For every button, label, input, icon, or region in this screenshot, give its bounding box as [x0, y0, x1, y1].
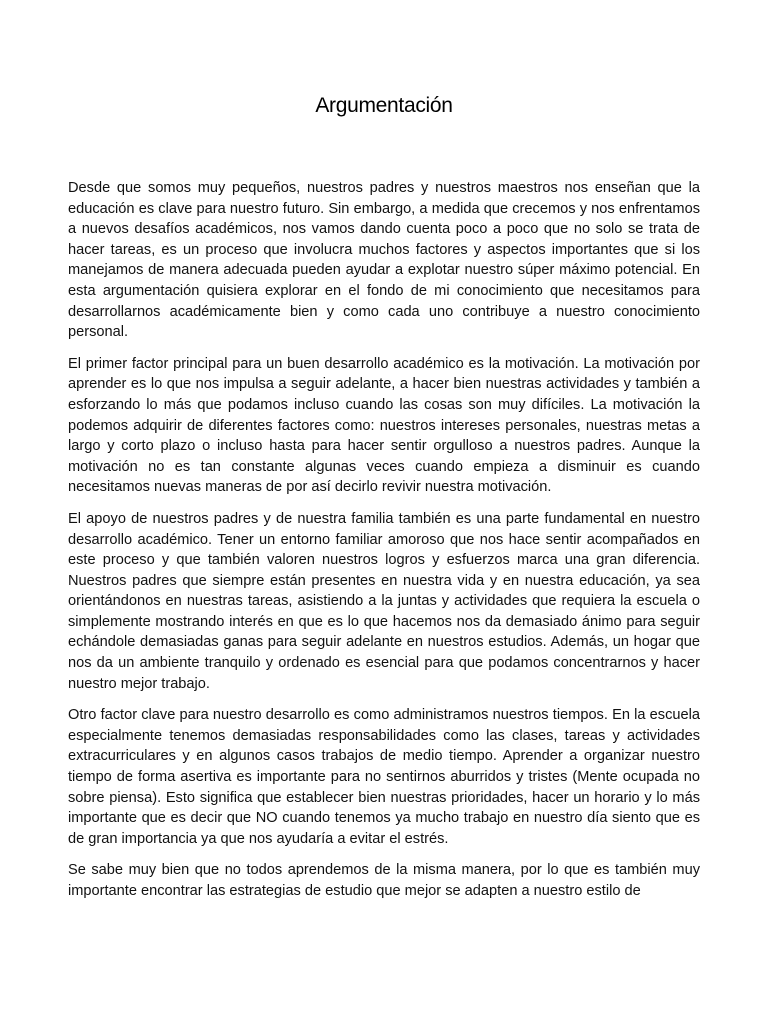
- paragraph-intro: Desde que somos muy pequeños, nuestros padres y nuestros maestros nos enseñan que la educación es clave para nuestro futuro. Sin embargo, a medida que crecemos y nos enfrentamos a nuevos desafíos académicos, nos vamos dando cuenta poco a poco que no solo se trata de hacer tareas, es un proceso que involucra muchos factores y aspectos importantes que si los manejamos de manera adecuada pueden ayudar a explotar nuestro súper máximo potencial. En esta argumentación quisiera explorar en el fondo de mi conocimiento que necesitamos para desarrollarnos académicamente bien y como cada uno contribuye a nuestro conocimiento personal.: [68, 180, 700, 341]
- paragraph-family-support: El apoyo de nuestros padres y de nuestra familia también es una parte fundamental en nuestro desarrollo académico. Tener un entorno familiar amoroso que nos hace sentir acompañados en este proceso y que también valoren nuestros logros y esfuerzos marca una gran diferencia. Nuestros padres que siempre están presentes en nuestra vida y en nuestra educación, ya sea orientándonos en nuestras tareas, asistiendo a la juntas y actividades que requiera la escuela o simplemente mostrando interés en que es lo que hacemos nos da demasiado ánimo para seguir echándole demasiadas ganas para seguir adelante en nuestros estudios. Además, un hogar que nos da un ambiente tranquilo y ordenado es esencial para que podamos concentrarnos y hacer nuestro mejor trabajo.: [68, 510, 700, 692]
- document-title: Argumentación: [315, 94, 453, 117]
- document-body: [68, 178, 700, 913]
- paragraph-motivation: El primer factor principal para un buen desarrollo académico es la motivación. La motivación por aprender es lo que nos impulsa a seguir adelante, a hacer bien nuestras actividades y también a esforzando lo más que podamos incluso cuando las cosas son muy difíciles. La motivación la podemos adquirir de diferentes factores como: nuestros intereses personales, nuestras metas a largo y corto plazo o incluso hasta para hacer sentir orgulloso a nuestros padres. Aunque la motivación no es tan constante algunas veces cuando empieza a disminuir es cuando necesitamos nuevas maneras de por así decirlo revivir nuestra motivación.: [68, 355, 700, 496]
- paragraph-study-strategies: Se sabe muy bien que no todos aprendemos de la misma manera, por lo que es también muy importante encontrar las estrategias de estudio que mejor se adapten a nuestro estilo de: [68, 862, 700, 899]
- paragraph-time-management: Otro factor clave para nuestro desarrollo es como administramos nuestros tiempos. En la escuela especialmente tenemos demasiadas responsabilidades como las clases, tareas y actividades extracurriculares y en algunos casos trabajos de medio tiempo. Aprender a organizar nuestro tiempo de forma asertiva es importante para no sentirnos aburridos y tristes (Mente ocupada no sobre piensa). Esto significa que establecer bien nuestras prioridades, hacer un horario y lo más importante que es decir que NO cuando tenemos ya mucho trabajo en nuestro día siento que es de gran importancia ya que nos ayudaría a evitar el estrés.: [68, 707, 700, 847]
